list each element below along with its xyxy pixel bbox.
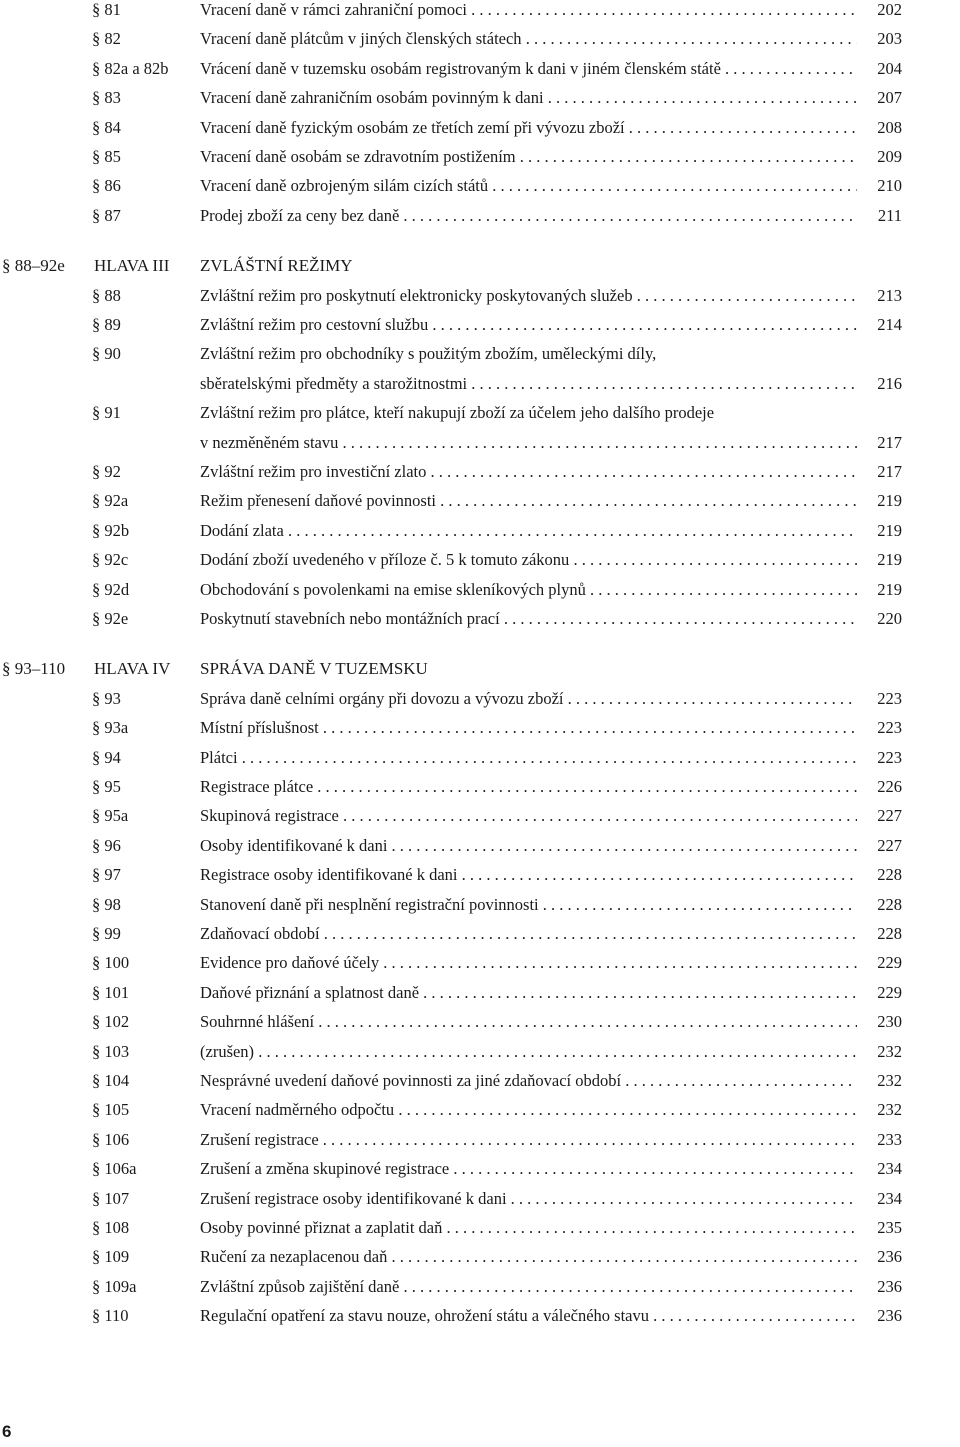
page-ref: 208 bbox=[877, 117, 902, 137]
page-ref: 219 bbox=[877, 579, 902, 599]
section-number: § 107 bbox=[92, 1188, 130, 1208]
chapter-heading bbox=[0, 654, 960, 683]
section-number: § 108 bbox=[92, 1218, 130, 1237]
section-number: § 92b bbox=[92, 520, 130, 540]
section-number: § 81 bbox=[92, 0, 121, 19]
entry-title: Osoby identifikované k dani . . . bbox=[200, 831, 857, 860]
section-number: § 95 bbox=[92, 777, 121, 796]
section-number: § 92 bbox=[92, 462, 121, 481]
section-number: § 94 bbox=[92, 747, 121, 767]
section-number: § 92a bbox=[92, 491, 129, 511]
entry-title: sběratelskými předměty a starožitnostmi . . . bbox=[200, 369, 857, 398]
page-ref: 227 bbox=[877, 835, 902, 855]
toc-entry bbox=[0, 339, 960, 368]
page-ref: 220 bbox=[877, 609, 902, 628]
section-number: § 85 bbox=[92, 147, 121, 166]
page-ref: 234 bbox=[877, 1159, 902, 1179]
section-range: § 88–92e bbox=[2, 256, 65, 276]
page-ref: 223 bbox=[877, 718, 902, 738]
page-ref: 232 bbox=[877, 1071, 902, 1090]
entry-title: Registrace osoby identifikované k dani . . . bbox=[200, 860, 857, 889]
toc-entry bbox=[0, 142, 960, 171]
page-ref: 214 bbox=[877, 315, 902, 334]
toc-entry bbox=[0, 1242, 960, 1271]
toc-entry bbox=[0, 1007, 960, 1036]
toc-entry bbox=[0, 1184, 960, 1213]
page-ref: 207 bbox=[877, 88, 902, 108]
entry-title: (zrušen) . . . bbox=[200, 1037, 857, 1066]
entry-title: Registrace plátce . . . bbox=[200, 772, 857, 801]
page-ref: 236 bbox=[877, 1276, 902, 1296]
section-number: § 91 bbox=[92, 403, 121, 423]
page-ref: 236 bbox=[877, 1306, 902, 1326]
entry-title: Plátci . . . bbox=[200, 743, 857, 772]
entry-title: Daňové přiznání a splatnost daně . . . bbox=[200, 978, 857, 1007]
section-number: § 104 bbox=[92, 1071, 130, 1090]
entry-title: Vracení daně ozbrojeným silám cizích států . . . bbox=[200, 171, 857, 200]
toc-entry bbox=[0, 24, 960, 53]
toc-entry bbox=[0, 978, 960, 1007]
page-ref: 232 bbox=[877, 1041, 902, 1061]
section-number: § 105 bbox=[92, 1100, 130, 1120]
entry-title: Ručení za nezaplacenou daň . . . bbox=[200, 1242, 857, 1271]
section-number: § 97 bbox=[92, 865, 121, 885]
section-number: § 106 bbox=[92, 1129, 130, 1149]
entry-title: Vracení daně plátcům v jiných členských státech . . . bbox=[200, 24, 857, 53]
chapter-heading bbox=[0, 251, 960, 280]
section-number: § 92d bbox=[92, 579, 130, 599]
toc-entry bbox=[0, 54, 960, 83]
page-ref: 219 bbox=[877, 491, 902, 511]
section-number: § 100 bbox=[92, 953, 130, 973]
entry-title: Dodání zboží uvedeného v příloze č. 5 k tomuto zákonu . . . bbox=[200, 545, 857, 574]
page-ref: 204 bbox=[877, 58, 902, 78]
toc-entry bbox=[0, 743, 960, 772]
page-ref: 229 bbox=[877, 953, 902, 973]
entry-title: Vracení daně osobám se zdravotním postižením . . . bbox=[200, 142, 857, 171]
section-number: § 90 bbox=[92, 344, 121, 364]
toc-entry bbox=[0, 801, 960, 830]
section-number: § 109 bbox=[92, 1247, 130, 1267]
entry-title: Nesprávné uvedení daňové povinnosti za jiné zdaňovací období . . . bbox=[200, 1066, 857, 1095]
section-number: § 101 bbox=[92, 982, 130, 1002]
entry-title: Obchodování s povolenkami na emise skleníkových plynů . . . bbox=[200, 575, 857, 604]
section-number: § 99 bbox=[92, 924, 121, 943]
section-number: § 86 bbox=[92, 176, 121, 196]
page-ref: 235 bbox=[877, 1218, 902, 1237]
entry-title: Zrušení a změna skupinové registrace . . . bbox=[200, 1154, 857, 1183]
entry-title: Regulační opatření za stavu nouze, ohrožení státu a válečného stavu . . . bbox=[200, 1301, 857, 1330]
page-ref: 227 bbox=[877, 806, 902, 826]
page-ref: 213 bbox=[877, 285, 902, 305]
toc-entry bbox=[0, 604, 960, 633]
entry-title: Zvláštní režim pro investiční zlato . . . bbox=[200, 457, 857, 486]
entry-title: Zvláštní způsob zajištění daně . . . bbox=[200, 1272, 857, 1301]
toc-entry bbox=[0, 281, 960, 310]
entry-title: Místní příslušnost . . . bbox=[200, 713, 857, 742]
chapter-label: HLAVA IV bbox=[94, 659, 171, 679]
entry-title: Režim přenesení daňové povinnosti . . . bbox=[200, 486, 857, 515]
toc-entry bbox=[0, 1272, 960, 1301]
entry-title: Zvláštní režim pro obchodníky s použitým zbožím, uměleckými díly, bbox=[200, 344, 657, 364]
entry-title: Zdaňovací období . . . bbox=[200, 919, 857, 948]
page-ref: 211 bbox=[877, 205, 902, 225]
entry-title: Zvláštní režim pro poskytnutí elektronicky poskytovaných služeb . . . bbox=[200, 281, 857, 310]
page-ref: 203 bbox=[877, 29, 902, 49]
toc-entry bbox=[0, 948, 960, 977]
entry-title: Dodání zlata . . . bbox=[200, 516, 857, 545]
section-number: § 89 bbox=[92, 315, 121, 334]
toc-entry bbox=[0, 1154, 960, 1183]
page-ref: 216 bbox=[877, 373, 902, 393]
section-number: § 84 bbox=[92, 117, 121, 137]
toc-entry bbox=[0, 684, 960, 713]
entry-title: Vracení daně v rámci zahraniční pomoci . . . bbox=[200, 0, 857, 24]
entry-title: Poskytnutí stavebních nebo montážních prací . . . bbox=[200, 604, 857, 633]
toc-entry bbox=[0, 1037, 960, 1066]
page-number: 6 bbox=[2, 1422, 12, 1441]
toc-entry bbox=[0, 113, 960, 142]
section-number: § 106a bbox=[92, 1159, 137, 1179]
section-number: § 83 bbox=[92, 88, 121, 108]
section-number: § 95a bbox=[92, 806, 129, 826]
entry-title: Zrušení registrace . . . bbox=[200, 1125, 857, 1154]
entry-title: Osoby povinné přiznat a zaplatit daň . . . bbox=[200, 1213, 857, 1242]
page-ref: 217 bbox=[877, 462, 902, 481]
section-number: § 98 bbox=[92, 894, 121, 914]
section-number: § 102 bbox=[92, 1012, 130, 1032]
entry-title: v nezměněném stavu . . . bbox=[200, 428, 857, 457]
page-ref: 223 bbox=[877, 688, 902, 708]
section-number: § 88 bbox=[92, 285, 121, 305]
section-number: § 93a bbox=[92, 718, 129, 738]
page-ref: 219 bbox=[877, 520, 902, 540]
page-ref: 217 bbox=[877, 432, 902, 452]
toc-entry-continuation bbox=[0, 369, 960, 398]
page-ref: 230 bbox=[877, 1012, 902, 1032]
page-ref: 223 bbox=[877, 747, 902, 767]
toc-entry bbox=[0, 890, 960, 919]
entry-title: Vrácení daně v tuzemsku osobám registrovaným k dani v jiném členském státě . . . bbox=[200, 54, 857, 83]
page-ref: 234 bbox=[877, 1188, 902, 1208]
toc-entry bbox=[0, 398, 960, 427]
toc-entry bbox=[0, 457, 960, 486]
chapter-label: HLAVA III bbox=[94, 256, 170, 276]
toc-entry-continuation bbox=[0, 428, 960, 457]
toc-entry bbox=[0, 1066, 960, 1095]
toc-entry bbox=[0, 1095, 960, 1124]
toc-entry bbox=[0, 310, 960, 339]
chapter-title: ZVLÁŠTNÍ REŽIMY bbox=[200, 256, 353, 276]
toc-entry bbox=[0, 486, 960, 515]
section-number: § 103 bbox=[92, 1041, 130, 1061]
toc-entry bbox=[0, 919, 960, 948]
toc-entry bbox=[0, 575, 960, 604]
entry-title: Zvláštní režim pro cestovní službu . . . bbox=[200, 310, 857, 339]
entry-title: Prodej zboží za ceny bez daně . . . bbox=[200, 201, 857, 230]
toc-entry bbox=[0, 1125, 960, 1154]
section-range: § 93–110 bbox=[2, 659, 66, 679]
entry-title: Správa daně celními orgány při dovozu a vývozu zboží . . . bbox=[200, 684, 857, 713]
entry-title: Vracení nadměrného odpočtu . . . bbox=[200, 1095, 857, 1124]
page-ref: 233 bbox=[877, 1129, 902, 1149]
section-number: § 82 bbox=[92, 29, 121, 49]
section-number: § 92e bbox=[92, 609, 129, 628]
entry-title: Stanovení daně při nesplnění registrační povinnosti . . . bbox=[200, 890, 857, 919]
entry-title: Vracení daně fyzickým osobám ze třetích zemí při vývozu zboží . . . bbox=[200, 113, 857, 142]
toc-entry bbox=[0, 201, 960, 230]
page-ref: 209 bbox=[877, 147, 902, 166]
section-number: § 93 bbox=[92, 688, 121, 708]
page-ref: 228 bbox=[877, 865, 902, 885]
entry-title: Vracení daně zahraničním osobám povinným k dani . . . bbox=[200, 83, 857, 112]
page-ref: 202 bbox=[877, 0, 902, 19]
page-ref: 228 bbox=[877, 924, 902, 943]
entry-title: Zvláštní režim pro plátce, kteří nakupují zboží za účelem jeho dalšího prodeje bbox=[200, 403, 715, 423]
page-ref: 226 bbox=[877, 777, 902, 796]
page-ref: 219 bbox=[877, 550, 902, 570]
section-number: § 82a a 82b bbox=[92, 58, 169, 78]
entry-title: Evidence pro daňové účely . . . bbox=[200, 948, 857, 977]
page-ref: 210 bbox=[877, 176, 902, 196]
toc-entry bbox=[0, 713, 960, 742]
toc-entry bbox=[0, 831, 960, 860]
section-number: § 96 bbox=[92, 835, 121, 855]
page-ref: 228 bbox=[877, 894, 902, 914]
entry-title: Skupinová registrace . . . bbox=[200, 801, 857, 830]
toc-entry bbox=[0, 545, 960, 574]
toc-entry bbox=[0, 1213, 960, 1242]
section-number: § 92c bbox=[92, 550, 129, 570]
toc-entry bbox=[0, 516, 960, 545]
entry-title: Zrušení registrace osoby identifikované k dani . . . bbox=[200, 1184, 857, 1213]
section-number: § 87 bbox=[92, 205, 121, 225]
toc-entry bbox=[0, 772, 960, 801]
section-number: § 109a bbox=[92, 1276, 137, 1296]
toc-entry bbox=[0, 860, 960, 889]
toc-entry bbox=[0, 83, 960, 112]
page-ref: 229 bbox=[877, 982, 902, 1002]
page-ref: 232 bbox=[877, 1100, 902, 1120]
page-ref: 236 bbox=[877, 1247, 902, 1267]
toc-entry bbox=[0, 171, 960, 200]
toc-entry bbox=[0, 0, 960, 24]
section-number: § 110 bbox=[92, 1306, 129, 1326]
chapter-title: SPRÁVA DANĚ V TUZEMSKU bbox=[200, 659, 428, 679]
entry-title: Souhrnné hlášení . . . bbox=[200, 1007, 857, 1036]
toc-entry bbox=[0, 1301, 960, 1330]
